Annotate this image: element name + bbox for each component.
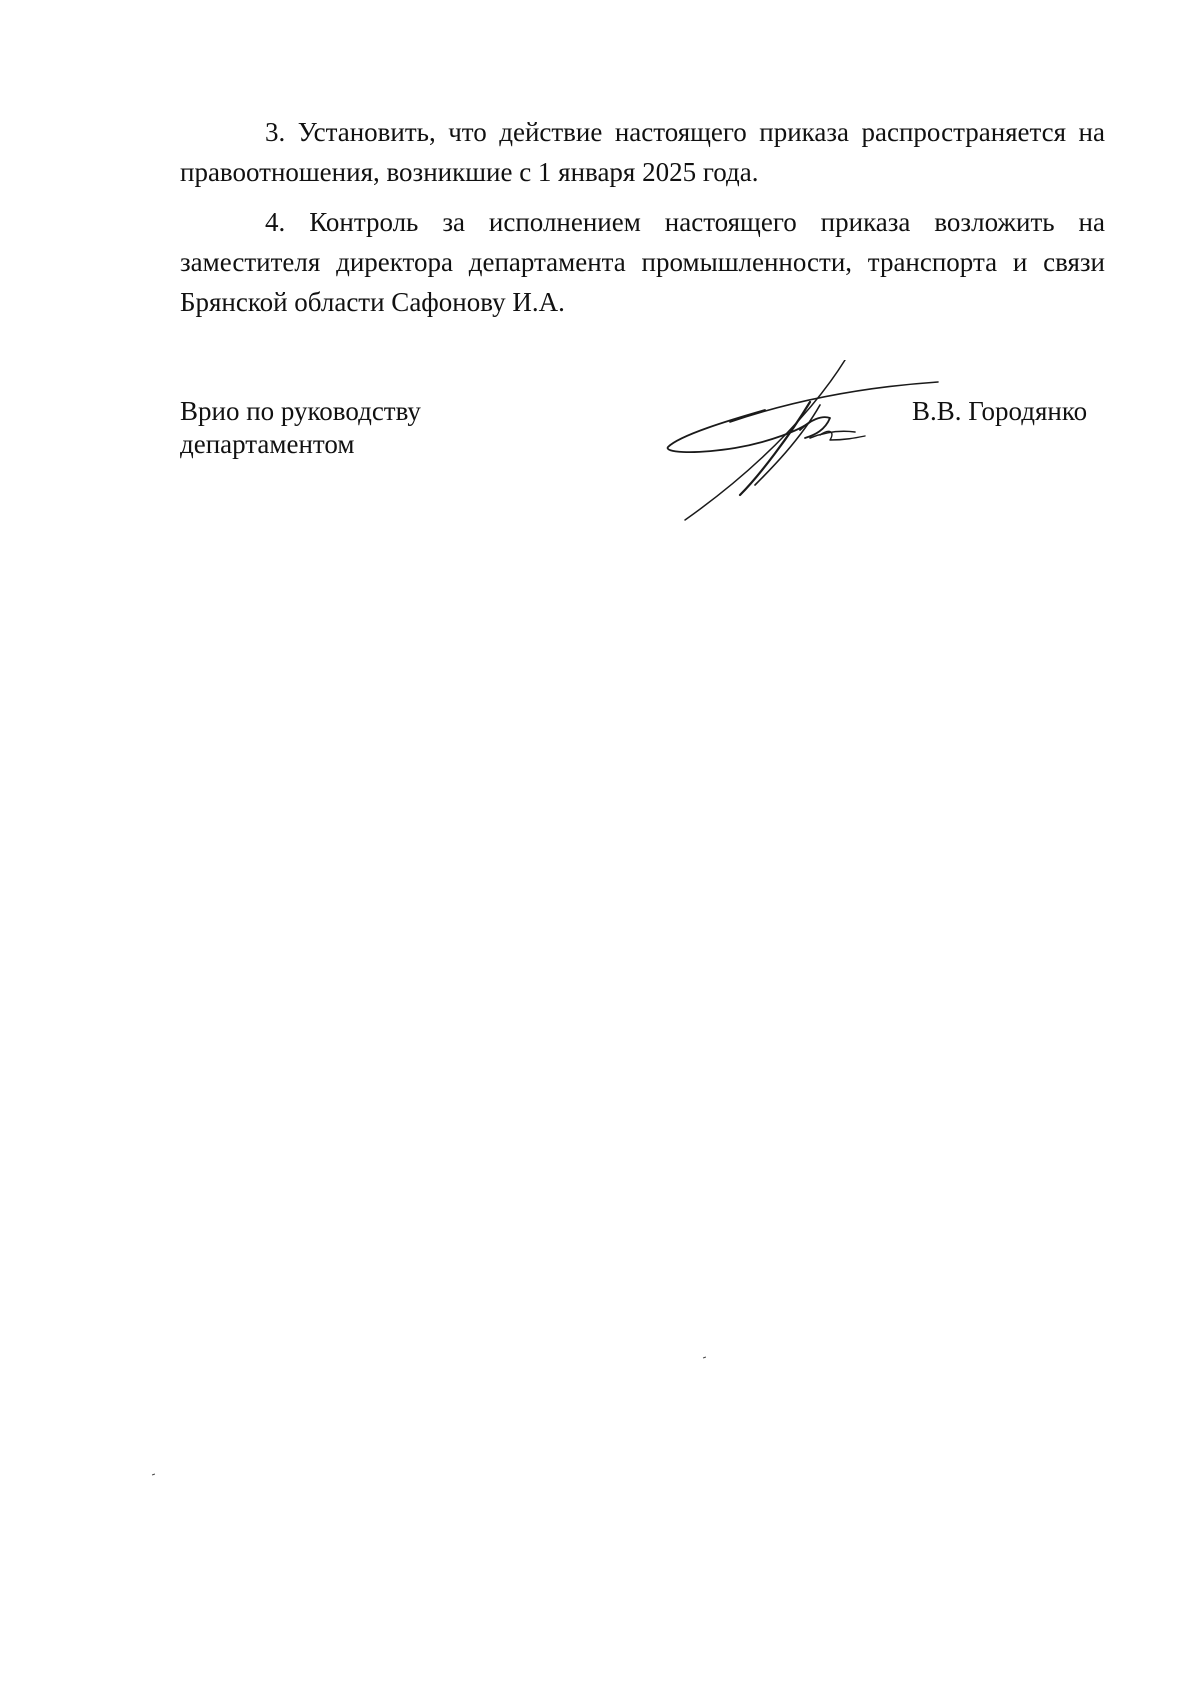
scan-speck (152, 1474, 155, 1476)
signer-position-line-2: департаментом (180, 429, 355, 459)
signer-position-line-1: Врио по руководству (180, 396, 421, 426)
signer-name: В.В. Городянко (912, 396, 1088, 426)
scan-speck (703, 1357, 706, 1359)
handwritten-signature-icon (660, 360, 940, 525)
document-body (180, 112, 1105, 332)
paragraph-item-3: 3. Установить, что действие настоящего приказа распространяется на правоотношения, возникшие с 1 января 2025 года. (180, 117, 1105, 187)
signer-position (180, 395, 421, 461)
paragraph-item-4: 4. Контроль за исполнением настоящего приказа возложить на заместителя директора департамента промышленности, транспорта и связи Брянской области Сафонову И.А. (180, 207, 1105, 317)
signature-block (0, 385, 1200, 525)
